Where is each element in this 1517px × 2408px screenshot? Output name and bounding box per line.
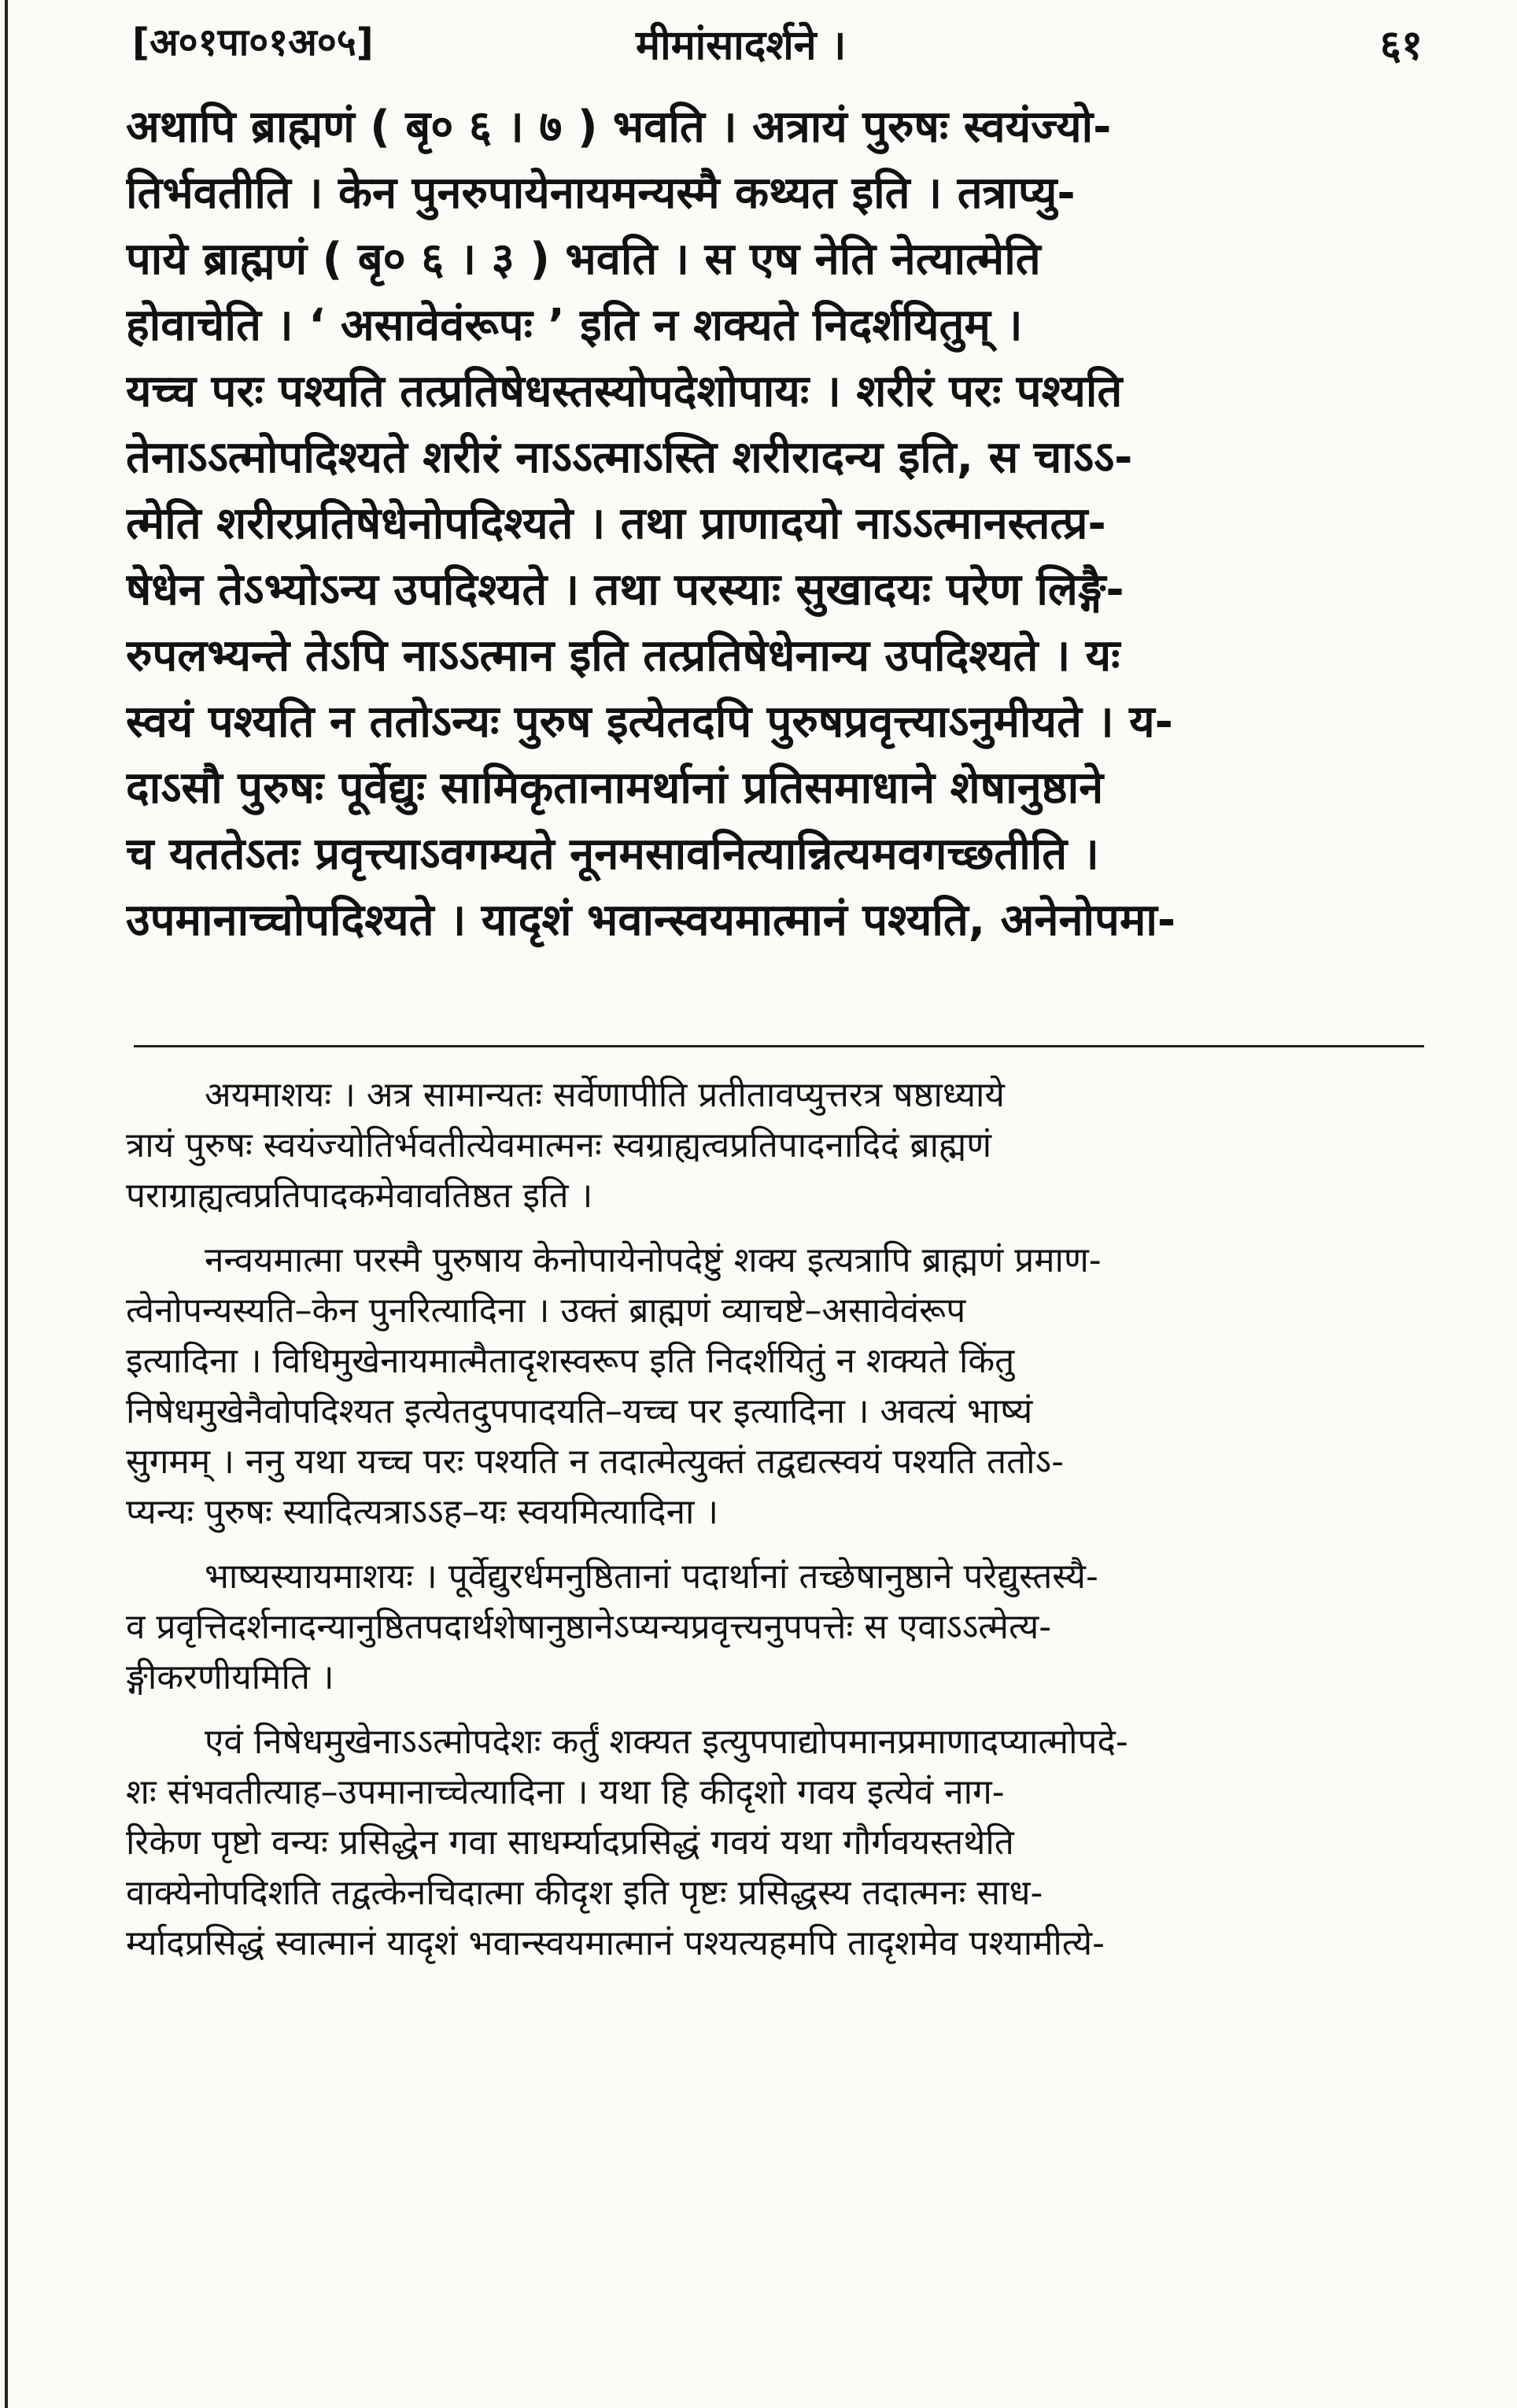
commentary <box>126 1070 1424 1983</box>
left-margin-rule <box>5 0 8 2408</box>
commentary-paragraph <box>126 1552 1424 1703</box>
commentary-line: त्रायं पुरुषः स्वयंज्योतिर्भवतीत्येवमात्मनः स्वग्राह्यत्वप्रतिपादनादिदं ब्राह्मणं <box>126 1125 992 1165</box>
main-text-line: अथापि ब्राह्मणं ( बृ० ६ । ७ ) भवति । अत्रायं पुरुषः स्वयंज्यो- <box>126 102 1112 153</box>
commentary-line: र्म्यादप्रसिद्धं स्वात्मानं यादृशं भवान्स्वयमात्मानं पश्यत्यहमपि तादृशमेव पश्यामीत्ये- <box>126 1923 1105 1963</box>
commentary-line: रिकेण पृष्टो वन्यः प्रसिद्धेन गवा साधर्म्यादप्रसिद्धं गवयं यथा गौर्गवयस्तथेति <box>126 1823 1014 1863</box>
main-text-line: यच्च परः पश्यति तत्प्रतिषेधस्तस्योपदेशोपायः । शरीरं परः पश्यति <box>126 366 1123 417</box>
commentary-line: नन्वयमात्मा परस्मै पुरुषाय केनोपायेनोपदेष्टुं शक्य इत्यत्रापि ब्राह्मणं प्रमाण- <box>205 1240 1102 1280</box>
commentary-paragraph <box>126 1070 1424 1221</box>
main-text-line: दाऽसौ पुरुषः पूर्वेद्युः सामिकृतानामर्थानां प्रतिसमाधाने शेषानुष्ठाने <box>126 763 1104 814</box>
main-text-line: तिर्भवतीति । केन पुनरुपायेनायमन्यस्मै कथ्यत इति । तत्राप्यु- <box>126 168 1076 219</box>
commentary-line: पराग्राह्यत्वप्रतिपादकमेवावतिष्ठत इति । <box>126 1176 593 1216</box>
main-text-line: उपमानाच्चोपदिश्यते । यादृशं भवान्स्वयमात्मानं पश्यति, अनेनोपमा- <box>126 895 1176 946</box>
page-number: ६१ <box>1379 22 1423 69</box>
main-text-line: षेधेन तेऽभ्योऽन्य उपदिश्यते । तथा परस्याः सुखादयः परेण लिङ्गै- <box>126 564 1124 615</box>
commentary-line: एवं निषेधमुखेनाऽऽत्मोपदेशः कर्तुं शक्यत इत्युपपाद्योपमानप्रमाणादप्यात्मोपदे- <box>205 1722 1128 1762</box>
main-text <box>126 94 1424 954</box>
main-text-line: त्मेति शरीरप्रतिषेधेनोपदिश्यते । तथा प्राणादयो नाऽऽत्मानस्तत्प्र- <box>126 498 1106 549</box>
commentary-line: इत्यादिना । विधिमुखेनायमात्मैतादृशस्वरूप इति निदर्शयितुं न शक्यते किंतु <box>126 1341 1015 1381</box>
main-text-line: पाये ब्राह्मणं ( बृ० ६ । ३ ) भवति । स एष नेति नेत्यात्मेति <box>126 234 1041 285</box>
commentary-line: त्वेनोपन्यस्यति–केन पुनरित्यादिना । उक्तं ब्राह्मणं व्याचष्टे–असावेवंरूप <box>126 1291 966 1331</box>
commentary-line: वाक्येनोपदिशति तद्वत्केनचिदात्मा कीदृश इति पृष्टः प्रसिद्धस्य तदात्मनः साध- <box>126 1873 1043 1913</box>
main-text-line: तेनाऽऽत्मोपदिश्यते शरीरं नाऽऽत्माऽस्ति शरीरादन्य इति, स चाऽऽ- <box>126 432 1133 483</box>
running-title: मीमांसादर्शने । <box>636 22 847 69</box>
commentary-line: भाष्यस्यायमाशयः । पूर्वेद्युरर्धमनुष्ठितानां पदार्थानां तच्छेषानुष्ठाने परेद्युस्तस्यै- <box>205 1557 1098 1597</box>
page-header <box>132 16 1423 71</box>
commentary-paragraph <box>126 1717 1424 1969</box>
main-text-line: रुपलभ्यन्ते तेऽपि नाऽऽत्मान इति तत्प्रतिषेधेनान्य उपदिश्यते । यः <box>126 630 1120 681</box>
text-divider <box>134 1045 1424 1047</box>
main-text-line: स्वयं पश्यति न ततोऽन्यः पुरुष इत्येतदपि पुरुषप्रवृत्त्याऽनुमीयते । य- <box>126 696 1173 748</box>
commentary-line: सुगमम् । ननु यथा यच्च परः पश्यति न तदात्मेत्युक्तं तद्वद्यत्स्वयं पश्यति ततोऽ- <box>126 1442 1064 1482</box>
commentary-line: अयमाशयः । अत्र सामान्यतः सर्वेणापीति प्रतीतावप्युत्तरत्र षष्ठाध्याये <box>205 1075 1005 1115</box>
main-text-line: होवाचेति । ‘ असावेवंरूपः ’ इति न शक्यते निदर्शयितुम् । <box>126 300 1023 351</box>
main-text-line: च यततेऽतः प्रवृत्त्याऽवगम्यते नूनमसावनित्यान्नित्यमवगच्छतीति । <box>126 829 1099 880</box>
commentary-line: व प्रवृत्तिदर्शनादन्यानुष्ठितपदार्थशेषानुष्ठानेऽप्यन्यप्रवृत्त्यनुपपत्तेः स एवाऽऽत्मेत्य- <box>126 1607 1052 1647</box>
commentary-line: शः संभवतीत्याह–उपमानाच्चेत्यादिना । यथा हि कीदृशो गवय इत्येवं नाग- <box>126 1772 1005 1812</box>
commentary-line: निषेधमुखेनैवोपदिश्यत इत्येतदुपपादयति–यच्च पर इत्यादिना । अवत्यं भाष्यं <box>126 1391 1033 1431</box>
commentary-line: ङ्गीकरणीयमिति । <box>126 1657 334 1697</box>
commentary-line: प्यन्यः पुरुषः स्यादित्यत्राऽऽह–यः स्वयमित्यादिना । <box>126 1492 719 1532</box>
section-reference: [अ०१पा०१अ०५] <box>132 20 374 65</box>
commentary-paragraph <box>126 1235 1424 1538</box>
